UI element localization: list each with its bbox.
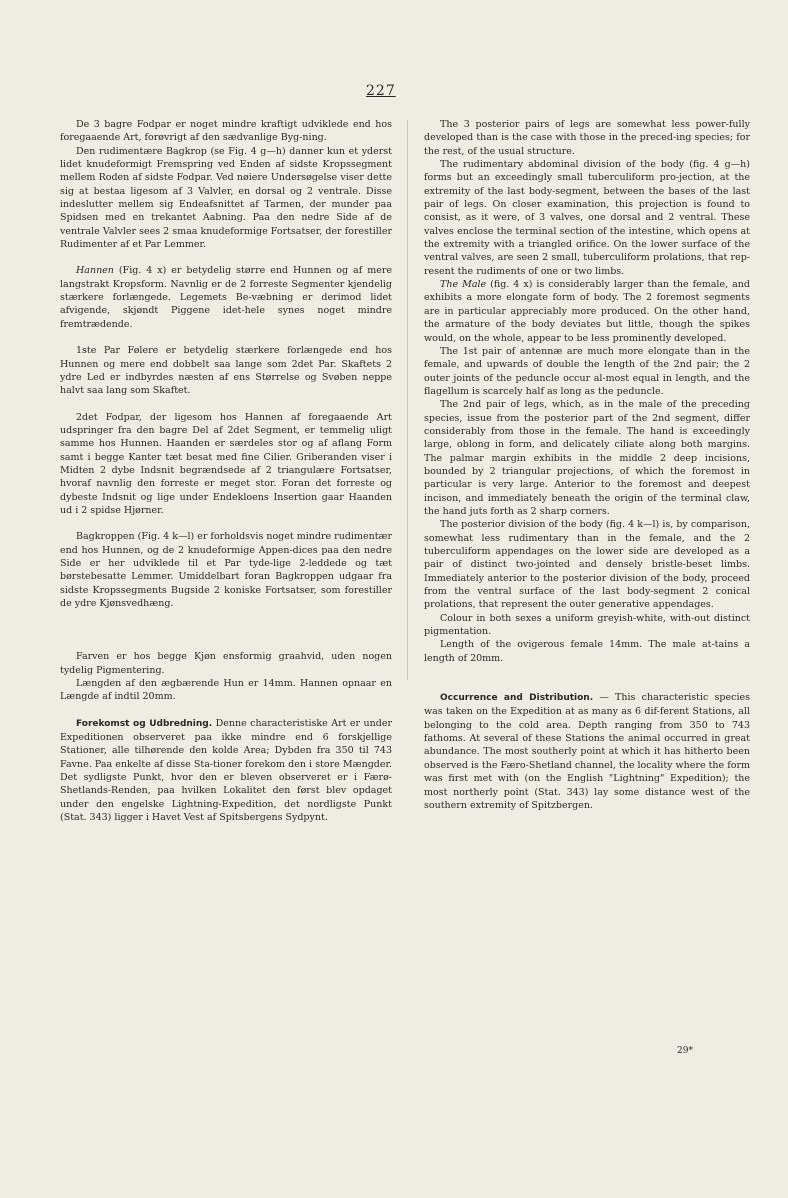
paragraph: 2det Fodpar, der ligesom hos Hannen af foregaaende Art udspringer fra den bagre Del af 2det Segment, er temmelig uligt samme hos Hunnen. Haanden er særdeles stor og af aflang Form samt i begge Kanter tæt besat med fine Cilier. Griberanden viser i Midten 2 dybe Indsnit begrændsede af 2 triangulære Fortsatser, hvoraf navnlig den forreste er meget stor. Foran det forreste og dybeste Indsnit og lige under Endekloens Insertion gaar Haanden ud i 2 spidse Hjørner.: [60, 411, 392, 516]
section-heading: Forekomst og Udbredning.: [76, 718, 213, 729]
paragraph-text: — This characteristic species was taken on the Expedition at as many as 6 dif-ferent Stations, all belonging to the cold area. Depth ranging from 350 to 743 fathoms. At several of these Stations the animal occurred in great abundance. The most southerly point at which it has hitherto been observed is the Færo-Shetland channel, the locality where the form was first met with (on the English "Lightning" Expedition); the most northerly point (Stat. 343) lay some distance west of the southern extremity of Spitzbergen.: [424, 692, 750, 811]
norwegian-column: [60, 118, 392, 824]
paragraph: De 3 bagre Fodpar er noget mindre kraftigt udviklede end hos foregaaende Art, forøvrigt af den sædvanlige Byg-ning.: [60, 119, 392, 144]
paragraph: [60, 717, 392, 825]
paragraph: [424, 691, 750, 812]
paragraph: 1ste Par Følere er betydelig stærkere forlængede end hos Hunnen og mere end dobbelt saa lange som 2det Par. Skaftets 2 ydre Led er indbyrdes næsten af ens Størrelse og Svøben neppe halvt saa lang som Skaftet.: [60, 345, 392, 397]
paragraph: [424, 278, 750, 345]
paragraph: The 3 posterior pairs of legs are somewhat less power-fully developed than is the case with those in the preced-ing species; for the rest, of the usual structure.: [424, 119, 750, 157]
english-column: [424, 118, 750, 812]
paragraph: Length of the ovigerous female 14mm. The male at-tains a length of 20mm.: [424, 639, 750, 664]
lead-term: Hannen: [76, 265, 114, 277]
signature-mark: 29*: [677, 1046, 693, 1056]
paragraph: The rudimentary abdominal division of the body (fig. 4 g—h) forms but an exceedingly small tuberculiform pro-jection, at the extremity of the last body-segment, between the bases of the last pair of legs. On closer examination, this projection is found to consist, as it were, of 3 valves, one dorsal and 2 ventral. These valves enclose the terminal section of the intestine, which opens at the extremity with a triangled orifice. On the lower surface of the ventral valves, are seen 2 small, tuberculiform prolations, that rep-resent the rudiments of one or two limbs.: [424, 159, 750, 277]
paragraph: Colour in both sexes a uniform greyish-white, with-out distinct pigmentation.: [424, 612, 750, 638]
paragraph-text: Denne characteristiske Art er under Expeditionen observeret paa ikke mindre end 6 forskjellige Stationer, alle tilhørende den kolde Area; Dybden fra 350 til 743 Favne. Paa enkelte af disse Sta-tioner forekom den i store Mængder. Det sydligste Punkt, hvor den er bleven observeret er i Færø-Shetlands-Renden, paa hvilken Lokalitet den først blev opdaget under den engelske Lightning-Expedition, det nordligste Punkt (Stat. 343) ligger i Havet Vest af Spitsbergens Sydpynt.: [60, 717, 392, 824]
paragraph: The 1st pair of antennæ are much more elongate than in the female, and upwards of double the length of the 2nd pair; the 2 outer joints of the peduncle occur al-most equal in length, and the flagellum is scarcely half as long as the peduncle.: [424, 345, 750, 397]
paragraph: Bagkroppen (Fig. 4 k—l) er forholdsvis noget mindre rudimentær end hos Hunnen, og de 2 knudeformige Appen-dices paa den nedre Side er her udviklede til et Par tyde-lige 2-leddede og tæt børstebesatte Lemmer. Umiddelbart foran Bagkroppen udgaar fra sidste Kropssegments Bugside 2 koniske Fortsatser, som forestiller de ydre Kjønsvedhæng.: [60, 531, 392, 609]
paragraph: Farven er hos begge Kjøn ensformig graahvid, uden nogen tydelig Pigmentering.: [60, 651, 392, 676]
lead-term: The Male: [440, 279, 487, 291]
paragraph-text: (Fig. 4 x) er betydelig større end Hunnen og af mere langstrakt Kropsform. Navnlig er de 2 forreste Segmenter kjendelig stærkere forlængede. Legemets Be-væbning er derimod lidet afvigende, skjøndt Piggene idet-hele synes noget mindre fremtrædende.: [60, 265, 392, 330]
page-number: 227: [366, 83, 396, 99]
paragraph: The posterior division of the body (fig. 4 k—l) is, by comparison, somewhat less rudimentary than in the female, and the 2 tuberculiform appendages on the lower side are developed as a pair of distinct two-jointed and densely bristle-beset limbs. Immediately anterior to the posterior division of the body, proceed from the ventral surface of the last body-segment 2 conical prolations, that represent the outer generative appendages.: [424, 519, 750, 611]
paragraph: Længden af den ægbærende Hun er 14mm. Hannen opnaar en Længde af indtil 20mm.: [60, 678, 392, 703]
section-heading: Occurrence and Distribution.: [440, 693, 594, 704]
paragraph: The 2nd pair of legs, which, as in the male of the preceding species, issue from the posterior part of the 2nd segment, differ considerably from those in the female. The hand is exceedingly large, oblong in form, and delicately ciliate along both margins. The palmar margin exhibits in the middle 2 deep incisions, bounded by 2 triangular projections, of which the foremost in particular is very large. Anterior to the foremost and deepest incison, and immediately beneath the origin of the terminal claw, the hand juts forth as 2 sharp corners.: [424, 399, 750, 517]
paragraph-text: (fig. 4 x) is considerably larger than the female, and exhibits a more elongate form of body. The 2 foremost segments are in particular appreciably more produced. On the other hand, the armature of the body deviates but little, though the spikes would, on the whole, appear to be less prominently developed.: [424, 279, 750, 344]
column-divider: [407, 120, 408, 680]
paragraph: [60, 264, 392, 331]
paragraph: Den rudimentære Bagkrop (se Fig. 4 g—h) danner kun et yderst lidet knudeformigt Fremspring ved Enden af sidste Kropssegment mellem Roden af sidste Fodpar. Ved nøiere Undersøgelse viser dette sig at bestaa ligesom af 3 Valvler, en dorsal og 2 ventrale. Disse indeslutter mellem sig Endeafsnittet af Tarmen, der munder paa Spidsen med en trekantet Aabning. Paa den nedre Side af de ventrale Valvler sees 2 smaa knudeformige Fortsatser, der forestiller Rudimenter af et Par Lemmer.: [60, 145, 392, 251]
